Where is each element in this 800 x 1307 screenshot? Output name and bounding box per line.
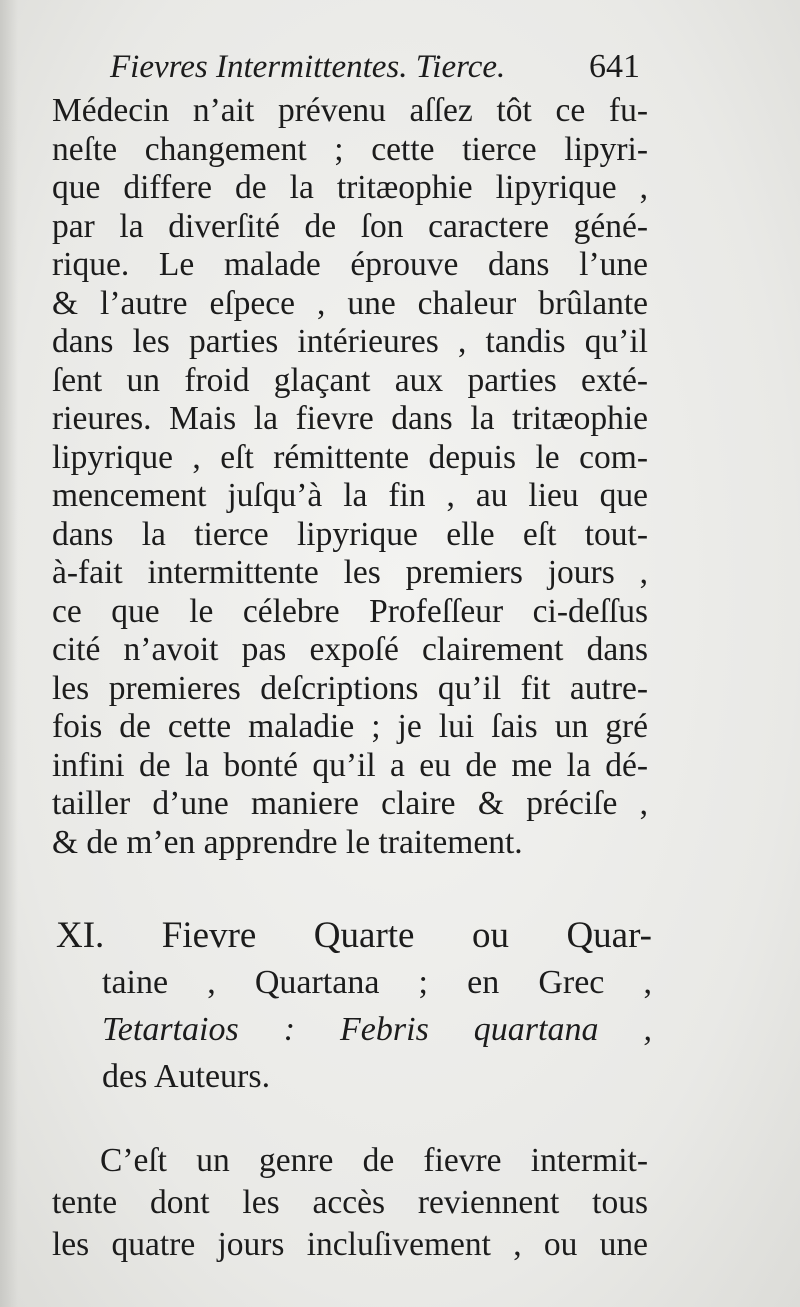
text-line: par la diverſité de ſon caractere géné- — [52, 207, 648, 245]
heading-line: des Auteurs. — [102, 1058, 271, 1095]
heading-line: Tetartaios : Febris quartana , — [102, 1011, 652, 1048]
heading-line: XI. Fievre Quarte ou Quar- — [56, 915, 652, 956]
text-line: tente dont les accès reviennent tous — [52, 1184, 648, 1221]
text-line: lipyrique , eſt rémittente depuis le com- — [52, 438, 648, 476]
running-head-title: Fievres Intermittentes. Tierce. — [110, 49, 506, 85]
text-line: ce que le célebre Profeſſeur ci-deſſus — [52, 592, 648, 630]
page-number: 641 — [589, 48, 640, 85]
section-heading — [56, 912, 652, 1100]
text-line: & l’autre eſpece , une chaleur brûlante — [52, 284, 648, 322]
text-line: neſte changement ; cette tierce lipyri- — [52, 130, 648, 168]
heading-line: taine , Quartana ; en Grec , — [102, 964, 652, 1001]
text-line: Médecin n’ait prévenu aſſez tôt ce fu- — [52, 92, 648, 129]
text-line: les quatre jours incluſivement , ou une — [52, 1226, 648, 1263]
running-head — [110, 44, 640, 90]
body-paragraph — [52, 92, 648, 862]
section-paragraph — [52, 1140, 648, 1266]
text-line: dans les parties intérieures , tandis qu’il — [52, 323, 648, 360]
text-line: C’eſt un genre de fievre intermit- — [100, 1142, 648, 1179]
text-line: cité n’avoit pas expoſé clairement dans — [52, 631, 648, 668]
text-line: rieures. Mais la fievre dans la tritæophie — [52, 400, 648, 437]
page-edge-shadow — [0, 0, 18, 1307]
text-line: mencement juſqu’à la fin , au lieu que — [52, 477, 648, 514]
text-line: dans la tierce lipyrique elle eſt tout- — [52, 515, 648, 553]
text-line: & de m’en apprendre le traitement. — [52, 823, 523, 861]
text-line: fois de cette maladie ; je lui ſais un gré — [52, 708, 648, 745]
text-line: infini de la bonté qu’il a eu de me la dé- — [52, 746, 648, 784]
text-line: que differe de la tritæophie lipyrique , — [52, 169, 648, 206]
text-line: tailler d’une maniere claire & préciſe , — [52, 785, 648, 822]
text-line: les premieres deſcriptions qu’il fit autre- — [52, 669, 648, 707]
text-line: ſent un froid glaçant aux parties exté- — [52, 361, 648, 399]
text-line: à-fait intermittente les premiers jours , — [52, 554, 648, 591]
text-line: rique. Le malade éprouve dans l’une — [52, 246, 648, 283]
